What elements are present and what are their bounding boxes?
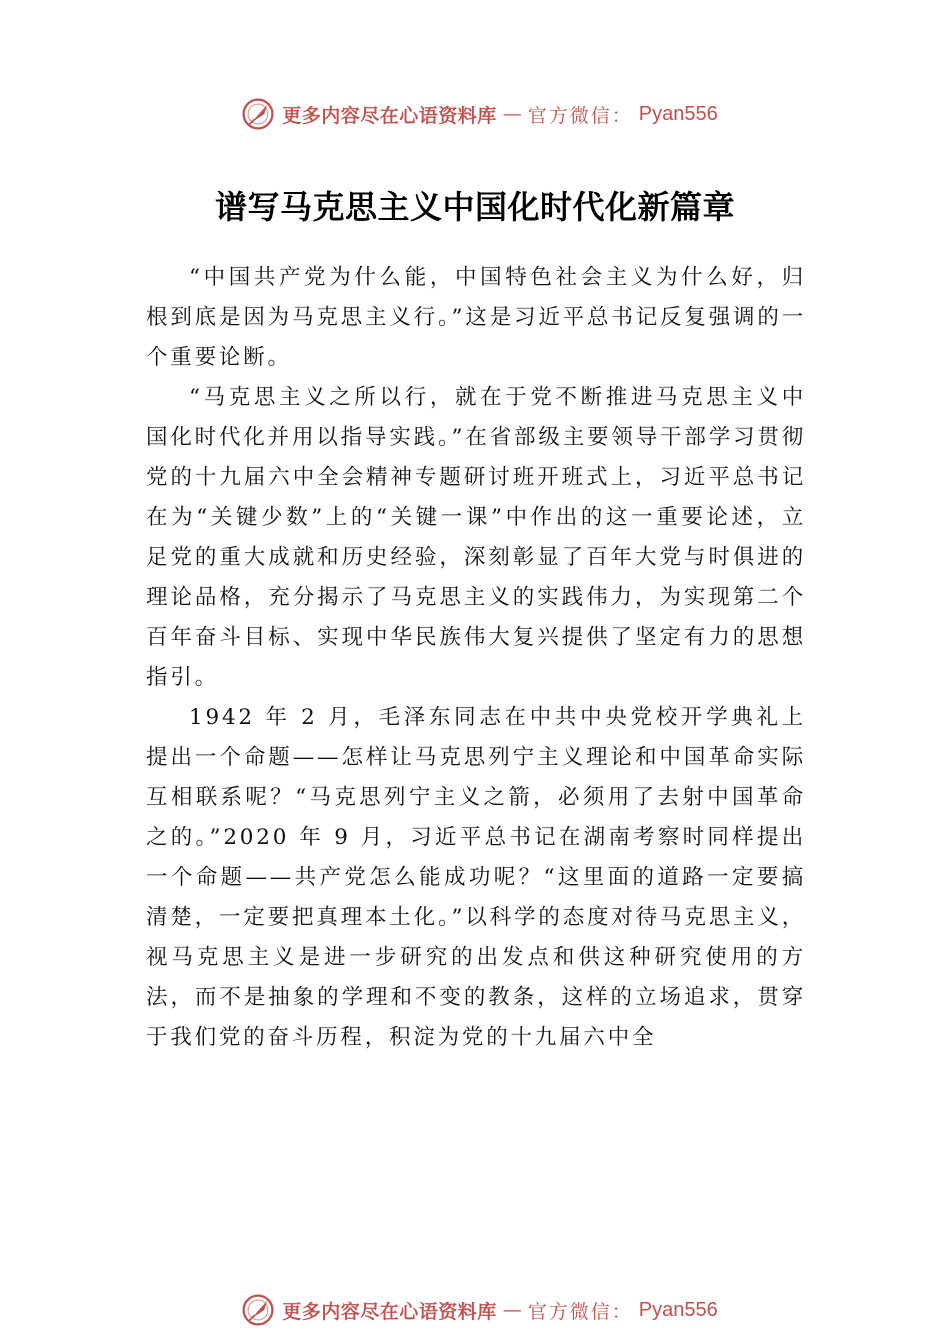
article-title: 谱写马克思主义中国化时代化新篇章	[214, 188, 735, 226]
banner-wechat-label: 官方微信：	[527, 104, 633, 127]
footer-banner-content	[240, 1292, 718, 1328]
quill-logo-icon	[240, 1292, 276, 1328]
banner-slogan: 更多内容尽在心语资料库	[282, 104, 497, 127]
article-paragraph: 1942 年 2 月，毛泽东同志在中共中央党校开学典礼上提出一个命题——怎样让马克思列宁主义理论和中国革命实际互相联系呢？“马克思列宁主义之箭，必须用了去射中国革命之的。”2020 年 9 月，习近平总书记在湖南考察时同样提出一个命题——共产党怎么能成功呢？“这里面的道路一定要搞清楚，一定要把真理本土化。”以科学的态度对待马克思主义，视马克思主义是进一步研究的出发点和供这种研究使用的方法，而不是抽象的学理和不变的教条，这样的立场追求，贯穿于我们党的奋斗历程，积淀为党的十九届六中全	[146, 705, 806, 1050]
footer-banner	[0, 1290, 950, 1330]
article-body	[146, 258, 806, 1058]
banner-wechat-id: Pyan556	[638, 102, 718, 125]
banner-wechat-label: 官方微信：	[527, 1300, 633, 1323]
article-paragraph: “马克思主义之所以行，就在于党不断推进马克思主义中国化时代化并用以指导实践。”在省部级主要领导干部学习贯彻党的十九届六中全会精神专题研讨班开班式上，习近平总书记在为“关键少数”上的“关键一课”中作出的这一重要论述，立足党的重大成就和历史经验，深刻彰显了百年大党与时俱进的理论品格，充分揭示了马克思主义的实践伟力，为实现第二个百年奋斗目标、实现中华民族伟大复兴提供了坚定有力的思想指引。	[146, 385, 806, 690]
header-banner-content	[240, 96, 718, 132]
header-banner	[0, 94, 950, 134]
article-paragraph: “中国共产党为什么能，中国特色社会主义为什么好，归根到底是因为马克思主义行。”这是习近平总书记反复强调的一个重要论断。	[146, 265, 806, 370]
banner-separator: —	[502, 103, 522, 125]
banner-slogan: 更多内容尽在心语资料库	[282, 1300, 497, 1323]
banner-separator: —	[502, 1299, 522, 1321]
banner-wechat-id: Pyan556	[638, 1298, 718, 1321]
quill-logo-icon	[240, 96, 276, 132]
